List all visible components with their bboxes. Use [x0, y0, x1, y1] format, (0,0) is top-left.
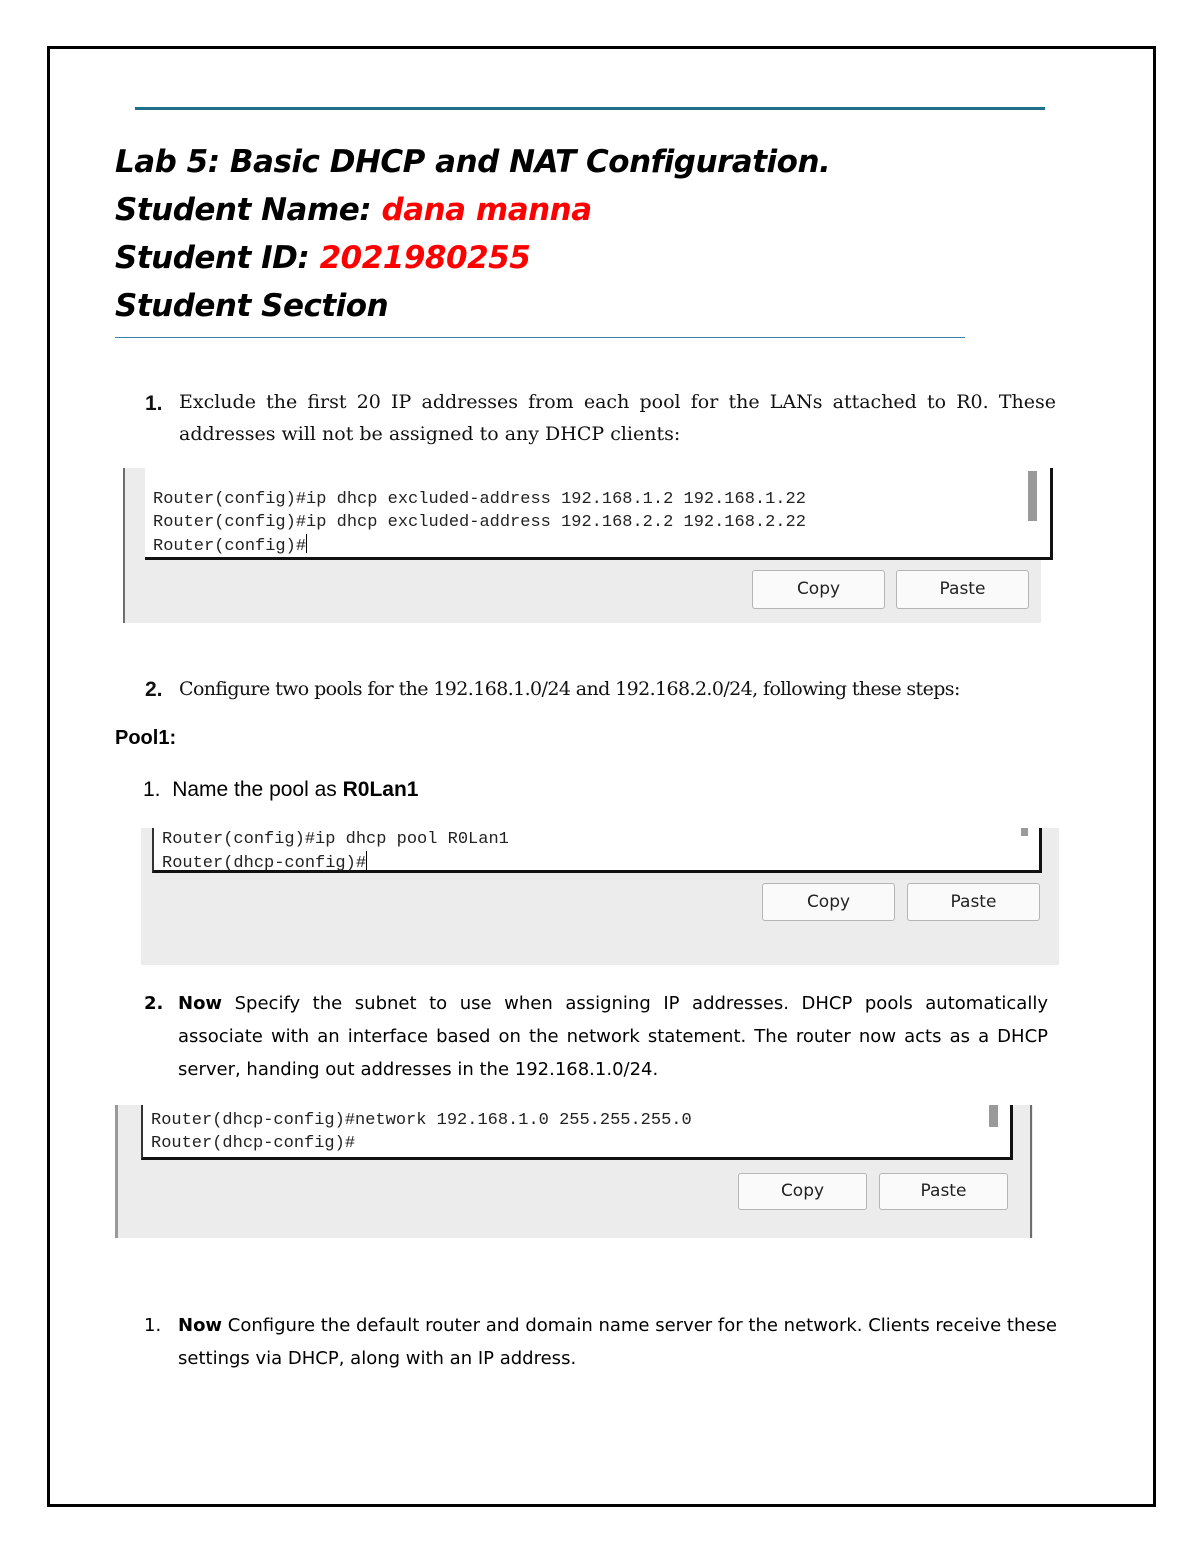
substep1-text: Name the pool as — [172, 778, 343, 801]
terminal-line: Router(config)#ip dhcp pool R0Lan1 — [162, 830, 509, 849]
substep2-text: Now Specify the subnet to use when assigning IP addresses. DHCP pools automatically associate with an interface based on the network statement. The router now acts as a DHCP server, handing out addresses in the 192.168.1.0/24. — [178, 993, 1048, 1080]
student-id-label: Student ID: — [115, 240, 320, 276]
paste-button: Paste — [907, 883, 1040, 921]
student-name-line — [115, 190, 592, 230]
student-name-value: dana manna — [381, 192, 592, 228]
terminal-line: Router(dhcp-config)# — [151, 1134, 356, 1153]
text-cursor — [306, 534, 307, 553]
terminal-screenshot-2 — [141, 828, 1059, 965]
pool-heading: Pool1: — [115, 727, 177, 749]
terminal-output-3 — [141, 1105, 1013, 1160]
step1-text: Exclude the first 20 IP addresses from each pool for the LANs attached to R0. These addresses will not be assigned to any DHCP clients: — [179, 391, 1056, 445]
terminal-line: Router(config)# — [153, 534, 1050, 558]
terminal-output-1 — [145, 468, 1053, 560]
scrollbar-thumb — [1028, 471, 1037, 521]
substep2-number: 2. — [144, 993, 164, 1014]
terminal-output-2 — [152, 828, 1042, 873]
copy-button: Copy — [738, 1173, 867, 1210]
title-top-rule — [135, 107, 1045, 110]
title-bottom-rule — [115, 337, 965, 338]
scrollbar-thumb — [1021, 828, 1028, 836]
terminal-line: Router(config)#ip dhcp excluded-address 192.168.1.2 192.168.1.22 — [153, 490, 806, 509]
step2-number: 2. — [145, 678, 163, 701]
terminal-line: Router(dhcp-config)# — [162, 851, 1039, 875]
substep1 — [143, 778, 418, 802]
step2-text: Configure two pools for the 192.168.1.0/24 and 192.168.2.0/24, following these steps: — [179, 678, 960, 700]
text-cursor — [366, 851, 367, 870]
paste-button: Paste — [896, 570, 1029, 609]
terminal-screenshot-3 — [115, 1105, 1033, 1238]
scrollbar-thumb — [989, 1105, 998, 1127]
copy-button: Copy — [762, 883, 895, 921]
screenshot-edge — [1030, 1105, 1032, 1238]
lab-title: Lab 5: Basic DHCP and NAT Configuration. — [115, 144, 831, 180]
paste-button: Paste — [879, 1173, 1008, 1210]
student-id-value: 2021980255 — [319, 240, 531, 276]
terminal-line: Router(dhcp-config)#network 192.168.1.0 255.255.255.0 — [151, 1111, 692, 1130]
student-section-label: Student Section — [115, 288, 389, 324]
step1-number: 1. — [145, 392, 163, 415]
student-name-label: Student Name: — [115, 192, 382, 228]
pool-name: R0Lan1 — [342, 778, 419, 801]
student-id-line — [115, 238, 530, 278]
substep3-number: 1. — [144, 1315, 162, 1336]
copy-button: Copy — [752, 570, 885, 609]
substep3-text: Now Configure the default router and domain name server for the network. Clients receive these settings via DHCP, along with an IP address. — [178, 1315, 1057, 1369]
terminal-screenshot-1 — [123, 468, 1041, 623]
terminal-line: Router(config)#ip dhcp excluded-address 192.168.2.2 192.168.2.22 — [153, 513, 806, 532]
screenshot-edge — [123, 468, 125, 623]
screenshot-edge — [115, 1105, 118, 1238]
substep1-number: 1. — [143, 778, 161, 801]
